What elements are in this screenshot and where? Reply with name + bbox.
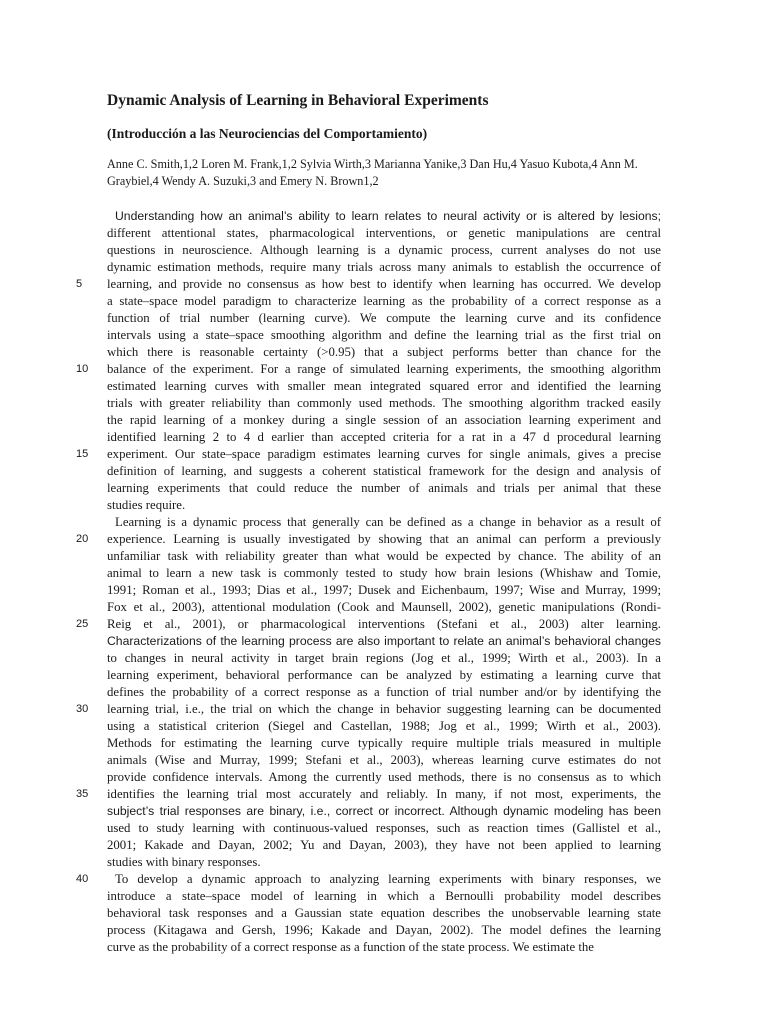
body-line: curve as the probability of a correct response as a function of the state process. We estimate the: [107, 940, 594, 954]
line-number: 35: [76, 788, 89, 800]
body-line: behavioral task responses and a Gaussian state equation describes the unobservable learning state: [107, 906, 661, 920]
line-number: 10: [76, 363, 89, 375]
body-line: Understanding how an animal’s ability to learn relates to neural activity or is altered by lesions;: [115, 209, 661, 223]
line-number: 25: [76, 618, 89, 630]
body-line: defines the probability of a correct response as a function of trial number and/or by identifying the: [107, 685, 661, 699]
line-number: 20: [76, 533, 89, 545]
body-line: subject’s trial responses are binary, i.e., correct or incorrect. Although dynamic modeling has been: [107, 804, 661, 818]
line-number: 15: [76, 448, 89, 460]
body-line: unfamiliar task with reliability greater than what would be expected by chance. The ability of an: [107, 549, 661, 563]
body-line: different attentional states, pharmacological interventions, or genetic manipulations are central: [107, 226, 661, 240]
body-line: studies with binary responses.: [107, 855, 261, 869]
body-line: intervals using a state–space smoothing algorithm and define the learning trial as the first trial on: [107, 328, 661, 342]
author-line: Graybiel,4 Wendy A. Suzuki,3 and Emery N. Brown1,2: [107, 174, 379, 188]
body-line: learning experiments that could reduce the number of animals and trials per animal that these: [107, 481, 661, 495]
body-line: animals (Wise and Murray, 1999; Stefani et al., 2003), whereas learning curve estimates do not: [107, 753, 661, 767]
body-line: 1991; Roman et al., 1993; Dias et al., 1997; Dusek and Eichenbaum, 1997; Wise and Murray, 1999;: [107, 583, 661, 597]
body-line: experiment. Our state–space paradigm estimates learning curves for single animals, gives a precise: [107, 447, 661, 461]
line-number: 5: [76, 278, 83, 290]
body-line: the rapid learning of a monkey during a single session of an association learning experiment and: [107, 413, 661, 427]
author-line: Anne C. Smith,1,2 Loren M. Frank,1,2 Sylvia Wirth,3 Marianna Yanike,3 Dan Hu,4 Yasuo Kubota,4 Ann M.: [107, 157, 638, 171]
body-line: dynamic estimation methods, require many trials across many animals to establish the occurrence of: [107, 260, 661, 274]
body-line: used to study learning with continuous-valued responses, such as reaction times (Gallistel et al.,: [107, 821, 661, 835]
body-line: To develop a dynamic approach to analyzing learning experiments with binary responses, we: [115, 872, 661, 886]
line-number: 30: [76, 703, 89, 715]
body-line: 2001; Kakade and Dayan, 2002; Yu and Dayan, 2003), they have not been applied to learning: [107, 838, 661, 852]
paper-subtitle: (Introducción a las Neurociencias del Comportamiento): [107, 126, 428, 141]
body-line: using a statistical criterion (Siegel and Castellan, 1988; Jog et al., 1999; Wirth et al., 2003).: [107, 719, 661, 733]
body-line: trials with greater reliability than commonly used methods. The smoothing algorithm tracked easily: [107, 396, 661, 410]
body-line: studies require.: [107, 498, 186, 512]
body-line: learning trial, i.e., the trial on which the change in behavior suggesting learning can be documented: [107, 702, 661, 716]
body-line: to changes in neural activity in target brain regions (Jog et al., 1999; Wirth et al., 2003). In a: [107, 651, 661, 665]
body-line: identifies the learning trial most accurately and reliably. In many, if not most, experiments, the: [107, 787, 661, 801]
body-line: introduce a state–space model of learning in which a Bernoulli probability model describes: [107, 889, 661, 903]
body-line: experience. Learning is usually investigated by showing that an animal can perform a previously: [107, 532, 661, 546]
abstract-body: [107, 208, 661, 956]
body-line: learning experiment, behavioral performance can be analyzed by estimating a learning curve that: [107, 668, 661, 682]
body-line: Learning is a dynamic process that generally can be defined as a change in behavior as a result of: [115, 515, 661, 529]
body-line: function of trial number (learning curve). We compute the learning curve and its confidence: [107, 311, 661, 325]
body-line: Reig et al., 2001), or pharmacological interventions (Stefani et al., 2003) alter learning.: [107, 617, 661, 631]
line-number: 40: [76, 873, 89, 885]
body-line: animal to learn a new task is commonly tested to study how brain lesions (Whishaw and Tomie,: [107, 566, 661, 580]
body-line: a state–space model paradigm to characterize learning as the probability of a correct response as a: [107, 294, 661, 308]
body-line: provide confidence intervals. Among the currently used methods, there is no consensus as to which: [107, 770, 661, 784]
body-line: Fox et al., 2003), attentional modulation (Cook and Maunsell, 2002), genetic manipulations (Rondi-: [107, 600, 661, 614]
body-line: balance of the experiment. For a range of simulated learning experiments, the smoothing algorithm: [107, 362, 661, 376]
paper-title: Dynamic Analysis of Learning in Behavioral Experiments: [107, 92, 489, 109]
body-line: questions in neuroscience. Although learning is a dynamic process, current analyses do not use: [107, 243, 661, 257]
body-line: Methods for estimating the learning curve typically require multiple trials measured in multiple: [107, 736, 661, 750]
body-line: Characterizations of the learning process are also important to relate an animal’s behavioral changes: [107, 634, 661, 648]
body-line: identified learning 2 to 4 d earlier than accepted criteria for a rat in a 47 d procedural learning: [107, 430, 661, 444]
body-line: learning, and provide no consensus as how best to identify when learning has occurred. We develop: [107, 277, 661, 291]
author-list: [107, 156, 667, 190]
body-line: process (Kitagawa and Gersh, 1996; Kakade and Dayan, 2002). The model defines the learning: [107, 923, 661, 937]
body-line: which there is reasonable certainty (>0.95) that a subject performs better than chance for the: [107, 345, 661, 359]
body-line: estimated learning curves with smaller mean integrated squared error and identified the learning: [107, 379, 661, 393]
body-line: definition of learning, and suggests a coherent statistical framework for the design and analysis of: [107, 464, 661, 478]
